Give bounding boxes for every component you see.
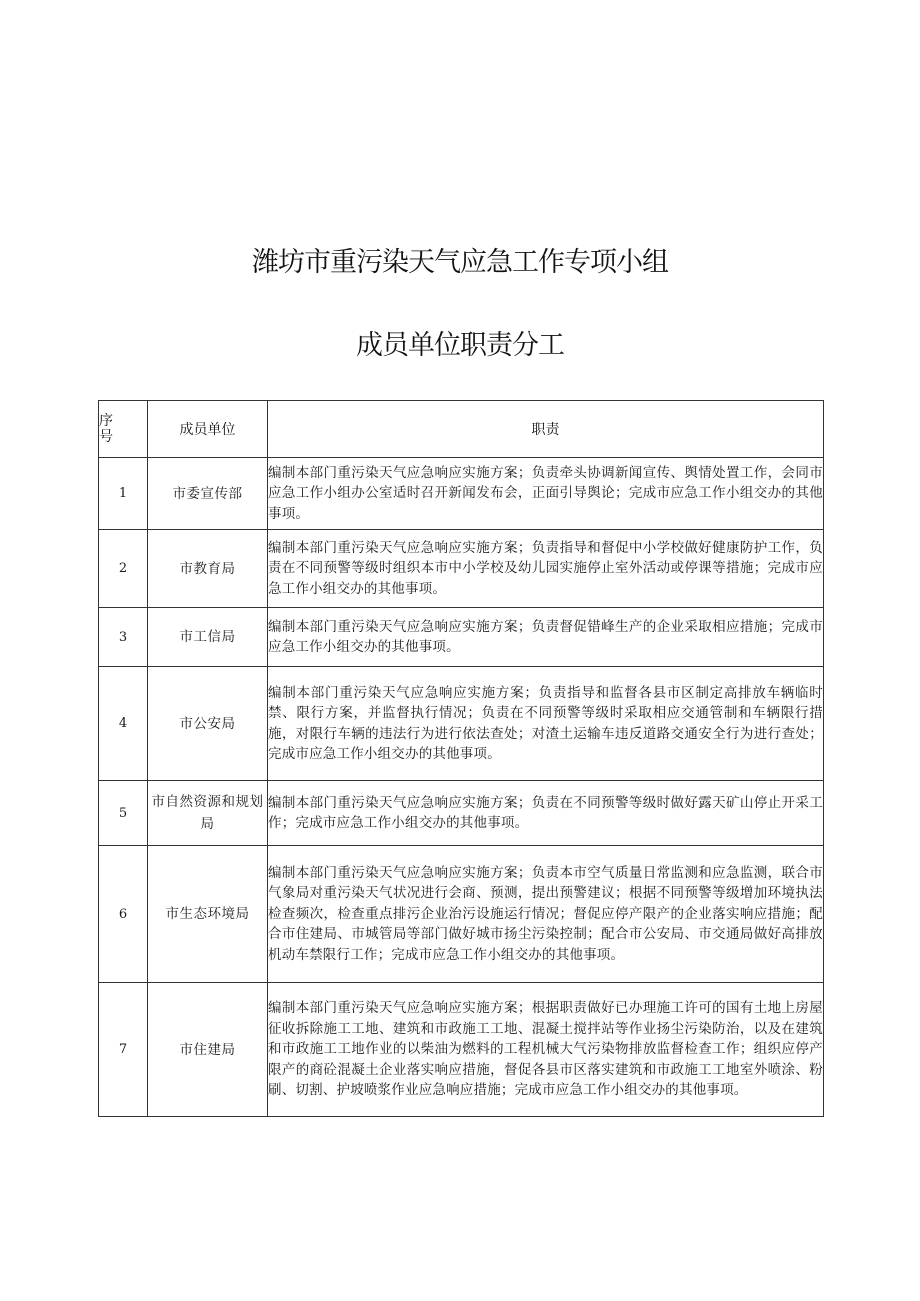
row-unit: 市自然资源和规划局 xyxy=(148,781,268,846)
header-no xyxy=(99,401,148,458)
table-row xyxy=(99,458,824,530)
row-duty: 编制本部门重污染天气应急响应实施方案；负责指导和督促中小学校做好健康防护工作，负责在不同预警等级时组织本市中小学校及幼儿园实施停止室外活动或停课等措施；完成市应急工作小组交办的其他事项。 xyxy=(268,530,824,608)
header-no-top: 序 xyxy=(99,413,113,429)
row-unit: 市工信局 xyxy=(148,608,268,667)
row-unit: 市生态环境局 xyxy=(148,846,268,983)
row-unit: 市住建局 xyxy=(148,983,268,1117)
row-unit: 市公安局 xyxy=(148,667,268,781)
document-title: 潍坊市重污染天气应急工作专项小组 xyxy=(252,247,668,278)
row-no: 1 xyxy=(99,458,148,530)
document-subtitle: 成员单位职责分工 xyxy=(356,330,564,361)
row-no: 3 xyxy=(99,608,148,667)
table-header-row xyxy=(99,401,824,458)
row-duty: 编制本部门重污染天气应急响应实施方案；负责指导和监督各县市区制定高排放车辆临时禁、限行方案，并监督执行情况；负责在不同预警等级时采取相应交通管制和车辆限行措施，对限行车辆的违法行为进行依法查处；对渣土运输车违反道路交通安全行为进行查处；完成市应急工作小组交办的其他事项。 xyxy=(268,667,824,781)
table-row xyxy=(99,781,824,846)
table-row xyxy=(99,983,824,1117)
row-no: 7 xyxy=(99,983,148,1117)
table-row xyxy=(99,608,824,667)
header-unit: 成员单位 xyxy=(148,401,268,458)
row-duty: 编制本部门重污染天气应急响应实施方案；根据职责做好已办理施工许可的国有土地上房屋征收拆除施工工地、建筑和市政施工工地、混凝土搅拌站等作业扬尘污染防治，以及在建筑和市政施工工地作业的以柴油为燃料的工程机械大气污染物排放监督检查工作；组织应停产限产的商砼混凝土企业落实响应措施，督促各县市区落实建筑和市政施工工地室外喷涂、粉刷、切割、护坡喷浆作业应急响应措施；完成市应急工作小组交办的其他事项。 xyxy=(268,983,824,1117)
row-unit: 市教育局 xyxy=(148,530,268,608)
row-duty: 编制本部门重污染天气应急响应实施方案；负责牵头协调新闻宣传、舆情处置工作，会同市应急工作小组办公室适时召开新闻发布会，正面引导舆论；完成市应急工作小组交办的其他事项。 xyxy=(268,458,824,530)
row-duty: 编制本部门重污染天气应急响应实施方案；负责督促错峰生产的企业采取相应措施；完成市应急工作小组交办的其他事项。 xyxy=(268,608,824,667)
header-no-bottom: 号 xyxy=(99,429,113,445)
table-row xyxy=(99,667,824,781)
table-row xyxy=(99,846,824,983)
table-row xyxy=(99,530,824,608)
row-no: 6 xyxy=(99,846,148,983)
row-no: 5 xyxy=(99,781,148,846)
row-duty: 编制本部门重污染天气应急响应实施方案；负责在不同预警等级时做好露天矿山停止开采工作；完成市应急工作小组交办的其他事项。 xyxy=(268,781,824,846)
duty-table xyxy=(98,400,824,1117)
row-duty: 编制本部门重污染天气应急响应实施方案；负责本市空气质量日常监测和应急监测，联合市气象局对重污染天气状况进行会商、预测，提出预警建议；根据不同预警等级增加环境执法检查频次，检查重点排污企业治污设施运行情况；督促应停产限产的企业落实响应措施；配合市住建局、市城管局等部门做好城市扬尘污染控制；配合市公安局、市交通局做好高排放机动车禁限行工作；完成市应急工作小组交办的其他事项。 xyxy=(268,846,824,983)
row-no: 4 xyxy=(99,667,148,781)
header-duty: 职责 xyxy=(268,401,824,458)
row-no: 2 xyxy=(99,530,148,608)
row-unit: 市委宣传部 xyxy=(148,458,268,530)
